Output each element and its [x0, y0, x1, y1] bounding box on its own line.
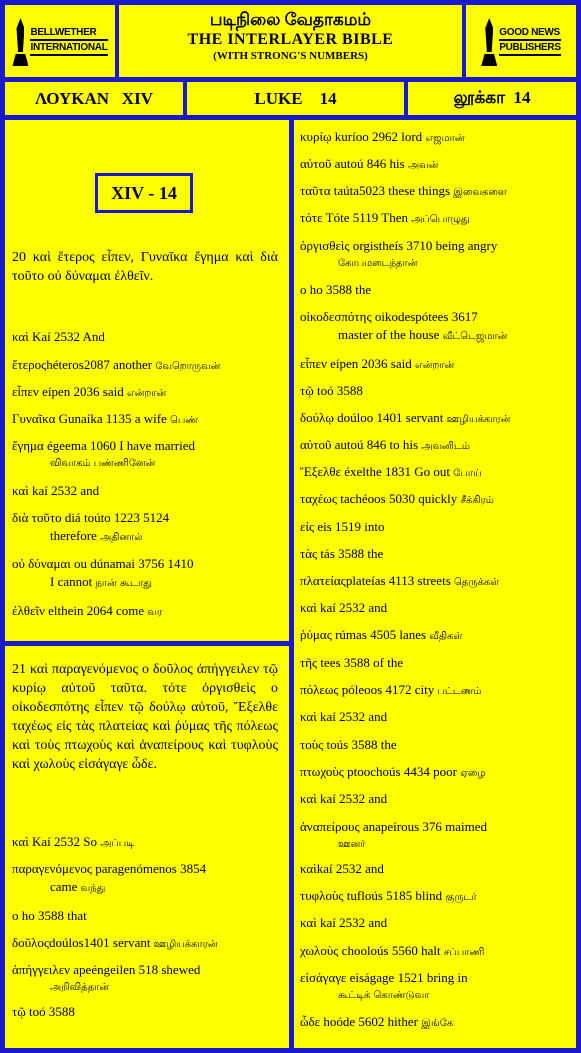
title-tamil: படிநிலை வேதாகமம் — [209, 10, 372, 29]
word-entry: τοὺς toús 3588 the — [300, 737, 397, 752]
word-entry: ῥύμας rúmas 4505 lanes வீதிகள் — [300, 627, 463, 642]
word-entry: καὶ kaí 2532 and — [300, 915, 388, 930]
word-entry: αὐτοῦ autoú 846 to his அவனிடம் — [300, 437, 470, 452]
good-news-logo-line1: GOOD NEWS — [499, 26, 560, 41]
word-entry: ἀναπείρους anapeírous 376 maimed ஊனர் — [300, 819, 488, 850]
word-entry: εἶπεν eípen 2036 said என்றான் — [300, 356, 455, 371]
word-entry: τὰς tás 3588 the — [300, 546, 384, 561]
word-entry: αὐτοῦ autoú 846 his அவன் — [300, 156, 439, 171]
page-subtitle: (WITH STRONG'S NUMBERS) — [213, 50, 368, 62]
word-entry: Γυναῖκα Gunaíka 1135 a wife பெண் — [12, 411, 199, 426]
word-entry: καὶ kaí 2532 and — [300, 600, 388, 615]
word-entry: τῷ toó 3588 — [300, 383, 363, 398]
greek-book-ref: ΛΟΥΚΑΝ XIV — [5, 82, 183, 115]
word-entry: εἰς eis 1519 into — [300, 519, 385, 534]
word-entry: πόλεως póleoos 4172 city பட்டணம் — [300, 682, 482, 697]
word-entry: ταῦτα taúta5023 these things இவைகளை — [300, 183, 507, 198]
word-entry: χωλοὺς choolоús 5560 halt சப்பாணி — [300, 943, 485, 958]
word-entry: πλατείαςplateías 4113 streets தெருக்கள் — [300, 573, 500, 588]
word-entry: δούλῳ doúloo 1401 servant ஊழியக்காரன் — [300, 410, 511, 425]
word-entry: ἀπήγγειλεν apeéngeilen 518 shewed அறிவித்தான் — [12, 962, 201, 993]
word-entry: καὶ kaí 2532 and — [300, 709, 388, 724]
word-entry: εἰσάγαγε eiságage 1521 bring in கூட்டிக் கொண்டுவா — [300, 970, 468, 1001]
word-entry: ὧδε hoóde 5602 hither இங்கே — [300, 1014, 454, 1029]
good-news-logo-line2: PUBLISHERS — [499, 41, 560, 56]
english-book-ref: LUKE 14 — [187, 82, 404, 115]
word-entry: διὰ τοῦτο diá toúto 1223 5124 therefore அதினால் — [12, 510, 170, 543]
word-entry: τυφλοὺς tufloús 5185 blind குருடர் — [300, 888, 477, 903]
word-entry: ἐλθεῖν elthein 2064 come வர — [12, 603, 163, 618]
word-entry: παραγενόμενος paragenómenos 3854 came வந்து — [12, 861, 207, 894]
word-entry: ἕτεροςhéteros2087 another வேறொருவன் — [12, 357, 221, 372]
bellwether-logo-line1: BELLWETHER — [30, 26, 107, 41]
good-news-logo — [466, 5, 576, 77]
word-entry: καὶkaí 2532 and — [300, 861, 384, 876]
word-entry: τῆς tees 3588 of the — [300, 655, 404, 670]
good-news-figure-icon — [481, 16, 497, 66]
word-entry: καὶ kaí 2532 and — [300, 791, 388, 806]
word-entry: εἶπεν eípen 2036 said என்றான் — [12, 384, 167, 399]
word-entry: οὐ δύναμαι ou dúnamai 3756 1410 I cannot நான் கூடாது — [12, 556, 194, 589]
word-entry: Ἔξελθε éxelthe 1831 Go out போய் — [300, 464, 482, 479]
bellwether-logo — [5, 5, 115, 77]
word-entry: τῷ toó 3588 — [12, 1004, 75, 1019]
word-entry: δοῦλοςdoúlos1401 servant ஊழியக்காரன் — [12, 935, 218, 950]
word-entry: καὶ Kaí 2532 And — [12, 329, 105, 344]
word-entry: πτωχοὺς ptoochoús 4434 poor ஏழை — [300, 764, 486, 779]
bellwether-logo-line2: INTERNATIONAL — [30, 41, 107, 56]
word-entry: ο ho 3588 that — [12, 908, 87, 923]
page-title: THE INTERLAYER BIBLE — [187, 31, 394, 48]
word-entry: τότε Tóte 5119 Then அப்பொழுது — [300, 210, 470, 225]
word-entry: ο ho 3588 the — [300, 282, 372, 297]
word-entry: ἔγημα égeema 1060 I have married விவாகம் பண்ணினேன் — [12, 438, 196, 469]
verse-21-text: 21 καὶ παραγενόμενος ο δοῦλος ἀπήγγειλεν τῷ κυρίῳ αὐτοῦ ταῦτα. τότε ὀργισθεὶς ο οἰκοδεσπότης εἶπεν τῷ δούλῳ αὐτοῦ, Ἔξελθε ταχέως εἰς τὰς πλατείας καὶ ῥύμας τῆς πόλεως καὶ τοὺς πτωχοὺς καὶ ἀναπείρους καὶ τυφλοὺς καὶ χωλοὺς εἰσάγαγε ὧδε. — [12, 662, 278, 772]
verse-20-text: 20 καὶ ἕτερος εἶπεν, Γυναῖκα ἔγημα καὶ διὰ τοῦτο οὐ δύναμαι ἐλθεῖν. — [12, 250, 278, 284]
word-entry: οἰκοδεσπότης oikodespótees 3617 master of the house வீட்டெஜமான் — [300, 309, 508, 342]
chapter-label: XIV - 14 — [95, 173, 193, 213]
word-entry: ὀργισθεὶς orgistheís 3710 being angry கோபமடைந்தான் — [300, 238, 498, 269]
word-entry: ταχέως tachéoos 5030 quickly சீக்கிரம் — [300, 491, 494, 506]
word-entry: καὶ kaí 2532 and — [12, 483, 100, 498]
tamil-book-ref: லூக்கா 14 — [408, 82, 576, 115]
word-entry: καὶ Kaí 2532 So அப்படி — [12, 834, 135, 849]
bellwether-figure-icon — [12, 16, 28, 66]
title-block — [119, 5, 462, 77]
word-entry: κυρίῳ kuríoo 2962 lord எஜமான் — [300, 129, 465, 144]
